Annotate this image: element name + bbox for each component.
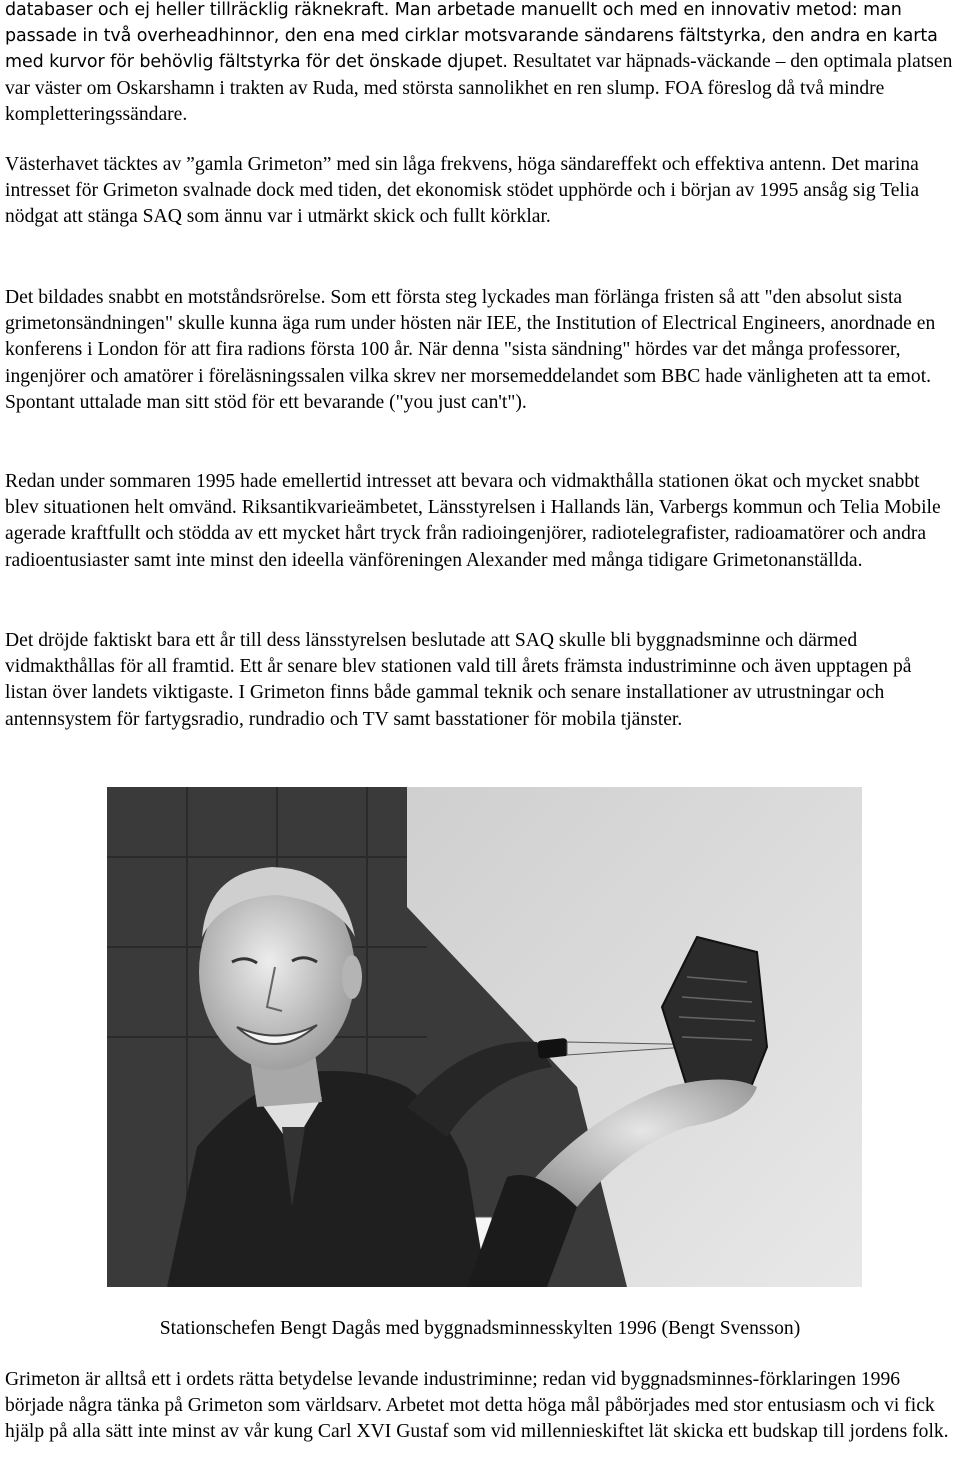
paragraph-1-sans-text: databaser och ej heller tillräcklig räknekraft. Man arbetade manuellt och med en innovativ metod: man passade in två overheadhinnor, den ena med cirklar motsvarande sändarens fältstyrka, den andra en karta med kurvor för behövlig fältstyrka för det önskade djupet.	[5, 0, 938, 73]
paragraph-5: Det dröjde faktiskt bara ett år till dess länsstyrelsen beslutade att SAQ skulle bli byggnadsminne och därmed vidmakthållas för all framtid. Ett år senare blev stationen vald till årets främsta industriminne och även upptagen på listan över landets viktigaste. I Grimeton finns både gammal teknik och senare installationer av utrustningar och antennsystem för fartygsradio, rundradio och TV samt basstationer för mobila tjänster.	[5, 630, 912, 730]
photo-caption: Stationschefen Bengt Dagås med byggnadsminnesskylten 1996 (Bengt Svensson)	[159, 1318, 801, 1339]
paragraph-4: Redan under sommaren 1995 hade emellertid intresset att bevara och vidmakthålla stationen ökat och mycket snabbt blev situationen helt omvänd. Riksantikvarieämbetet, Länsstyrelsen i Hallands län, Varbergs kommun och Telia Mobile agerade kraftfullt och stödda av ett mycket hårt tryck från radioingenjörer, radiotelegrafister, radioamatörer och andra radioentusiaster samt inte minst den ideella vänföreningen Alexander med många tidigare Grimetonanställda.	[5, 471, 941, 571]
paragraph-1	[5, 0, 957, 128]
paragraph-3: Det bildades snabbt en motståndsrörelse. Som ett första steg lyckades man förlänga fristen så att "den absolut sista grimetonsändningen" skulle kunna äga rum under hösten när IEE, the Institution of Electrical Engineers, anordnade en konferens i London för att fira radions första 100 år. När denna "sista sändning" hördes var det många professorer, ingenjörer och amatörer i föreläsningssalen vilka skrev ner morsemeddelandet som BBC hade vänligheten att ta emot. Spontant uttalade man sitt stöd för ett bevarande ("you just can't").	[5, 287, 936, 413]
paragraph-1-serif-text: Resultatet var häpnads-väckande – den optimala platsen var väster om Oskarshamn i trakten av Ruda, med största sannolikhet en ren slump. FOA föreslog då två mindre kompletteringssändare.	[5, 51, 953, 125]
paragraph-2: Västerhavet täcktes av ”gamla Grimeton” med sin låga frekvens, höga sändareffekt och effektiva antenn. Det marina intresset för Grimeton svalnade dock med tiden, det ekonomisk stödet upphörde och i början av 1995 ansåg sig Telia nödgat att stänga SAQ som ännu var i utmärkt skick och fullt körklar.	[5, 154, 920, 228]
photo-man-with-plaque	[107, 787, 862, 1287]
paragraph-6: Grimeton är alltså ett i ordets rätta betydelse levande industriminne; redan vid byggnadsminnes-förklaringen 1996 började några tänka på Grimeton som världsarv. Arbetet mot detta höga mål påbörjades med stor entusiasm och vi fick hjälp på alla sätt inte minst av vår kung Carl XVI Gustaf som vid millennieskiftet lät skicka ett budskap till jordens folk.	[5, 1369, 949, 1443]
